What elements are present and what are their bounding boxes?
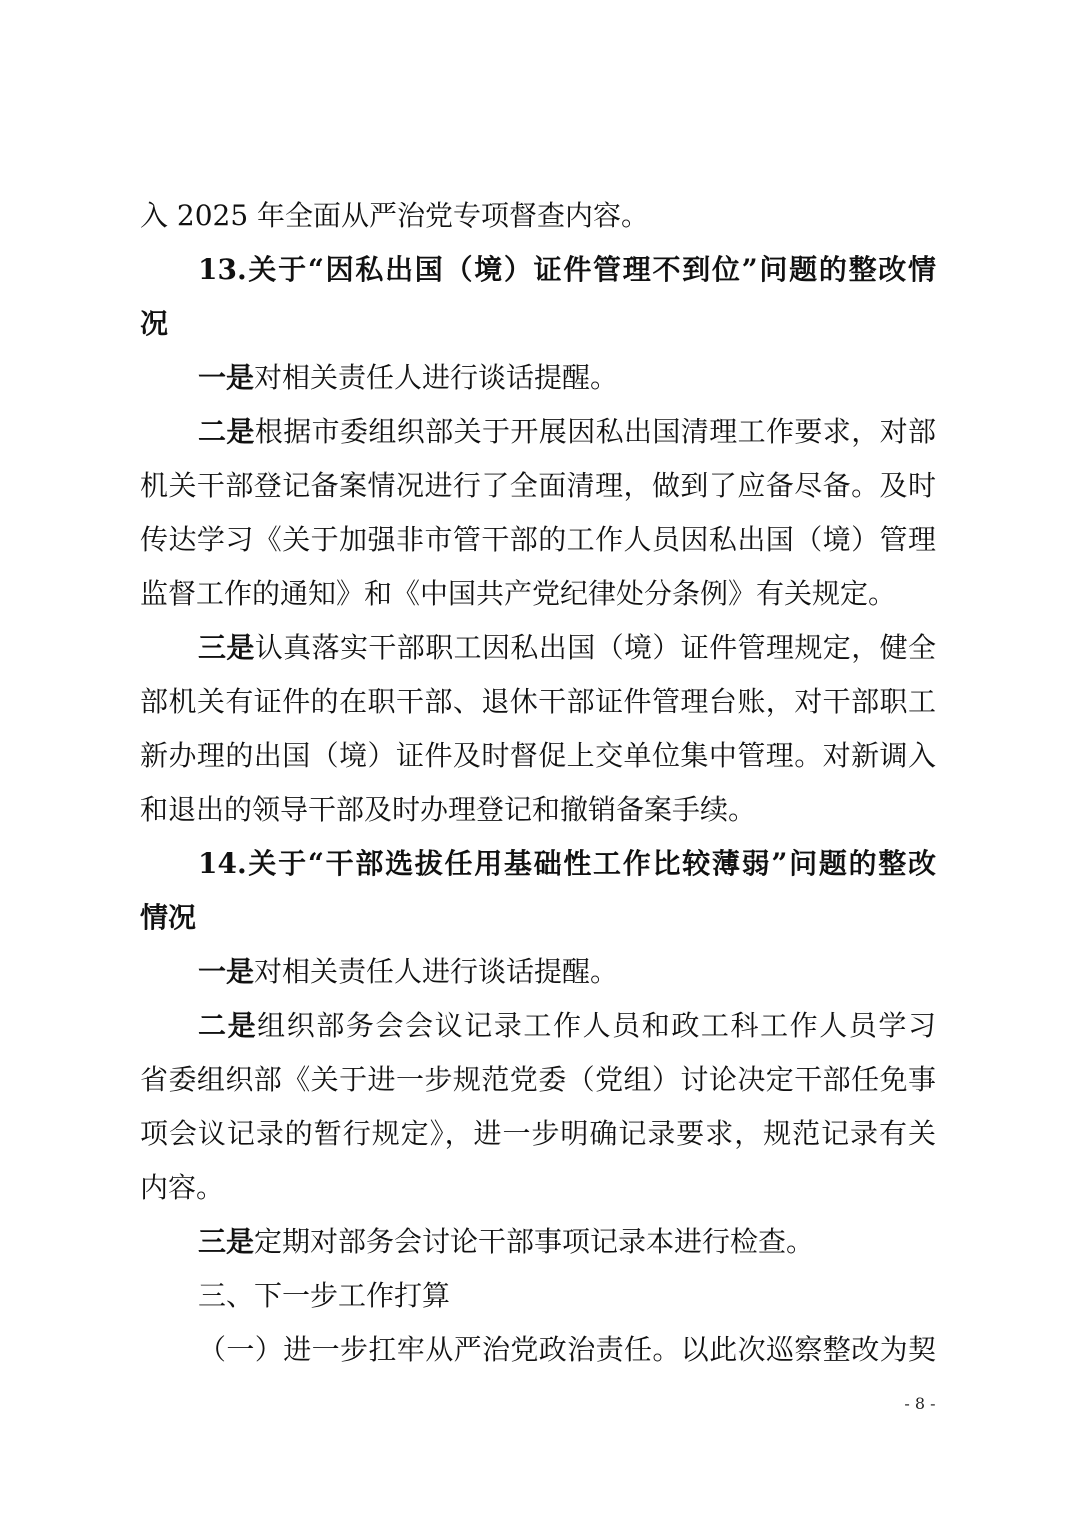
text-line: 入 2025 年全面从严治党专项督查内容。 [140, 199, 650, 232]
paragraph-line: 传达学习《关于加强非市管干部的工作人员因私出国（境）管理 [140, 523, 936, 556]
heading-13: 13.关于“因私出国（境）证件管理不到位”问题的整改情 [198, 253, 936, 286]
text-line: 组织部务会会议记录工作人员和政工科工作人员学习 [257, 1009, 936, 1042]
paragraph-line [140, 189, 936, 243]
document-body [140, 189, 936, 1377]
text-line: 对相关责任人进行谈话提醒。 [254, 361, 619, 394]
lead-marker: 一是 [198, 955, 255, 988]
paragraph-line [140, 1215, 936, 1269]
paragraph-line: 机关干部登记备案情况进行了全面清理，做到了应备尽备。及时 [140, 469, 936, 502]
paragraph-line [140, 999, 936, 1053]
heading-14-continued: 情况 [140, 901, 197, 934]
lead-marker: 三是 [198, 1225, 255, 1258]
paragraph-line: 内容。 [140, 1171, 225, 1204]
section-title: 三、下一步工作打算 [198, 1279, 451, 1312]
paragraph-line: 和退出的领导干部及时办理登记和撤销备案手续。 [140, 793, 757, 826]
text-line: 根据市委组织部关于开展因私出国清理工作要求，对部 [254, 415, 936, 448]
paragraph-line [140, 405, 936, 459]
paragraph-line: 项会议记录的暂行规定》，进一步明确记录要求，规范记录有关 [140, 1117, 936, 1150]
paragraph-line [140, 621, 936, 675]
paragraph-line [140, 351, 936, 405]
page-number: - 8 - [904, 1394, 936, 1413]
text-line: 定期对部务会讨论干部事项记录本进行检查。 [254, 1225, 815, 1258]
heading-13-continued: 况 [140, 307, 169, 340]
paragraph-line [140, 945, 936, 999]
lead-marker: 一是 [198, 361, 255, 394]
lead-marker: 二是 [198, 415, 255, 448]
lead-marker: 二是 [198, 1009, 258, 1042]
paragraph-line: 省委组织部《关于进一步规范党委（党组）讨论决定干部任免事 [140, 1063, 936, 1096]
text-line: 认真落实干部职工因私出国（境）证件管理规定，健全 [254, 631, 936, 664]
paragraph-line: 新办理的出国（境）证件及时督促上交单位集中管理。对新调入 [140, 739, 936, 772]
text-line: 对相关责任人进行谈话提醒。 [254, 955, 619, 988]
lead-marker: 三是 [198, 631, 255, 664]
paragraph-line: 部机关有证件的在职干部、退休干部证件管理台账，对干部职工 [140, 685, 936, 718]
heading-14: 14.关于“干部选拔任用基础性工作比较薄弱”问题的整改 [198, 847, 936, 880]
paragraph-line: 监督工作的通知》和《中国共产党纪律处分条例》有关规定。 [140, 577, 897, 610]
paragraph-line: （一）进一步扛牢从严治党政治责任。以此次巡察整改为契 [198, 1333, 936, 1366]
